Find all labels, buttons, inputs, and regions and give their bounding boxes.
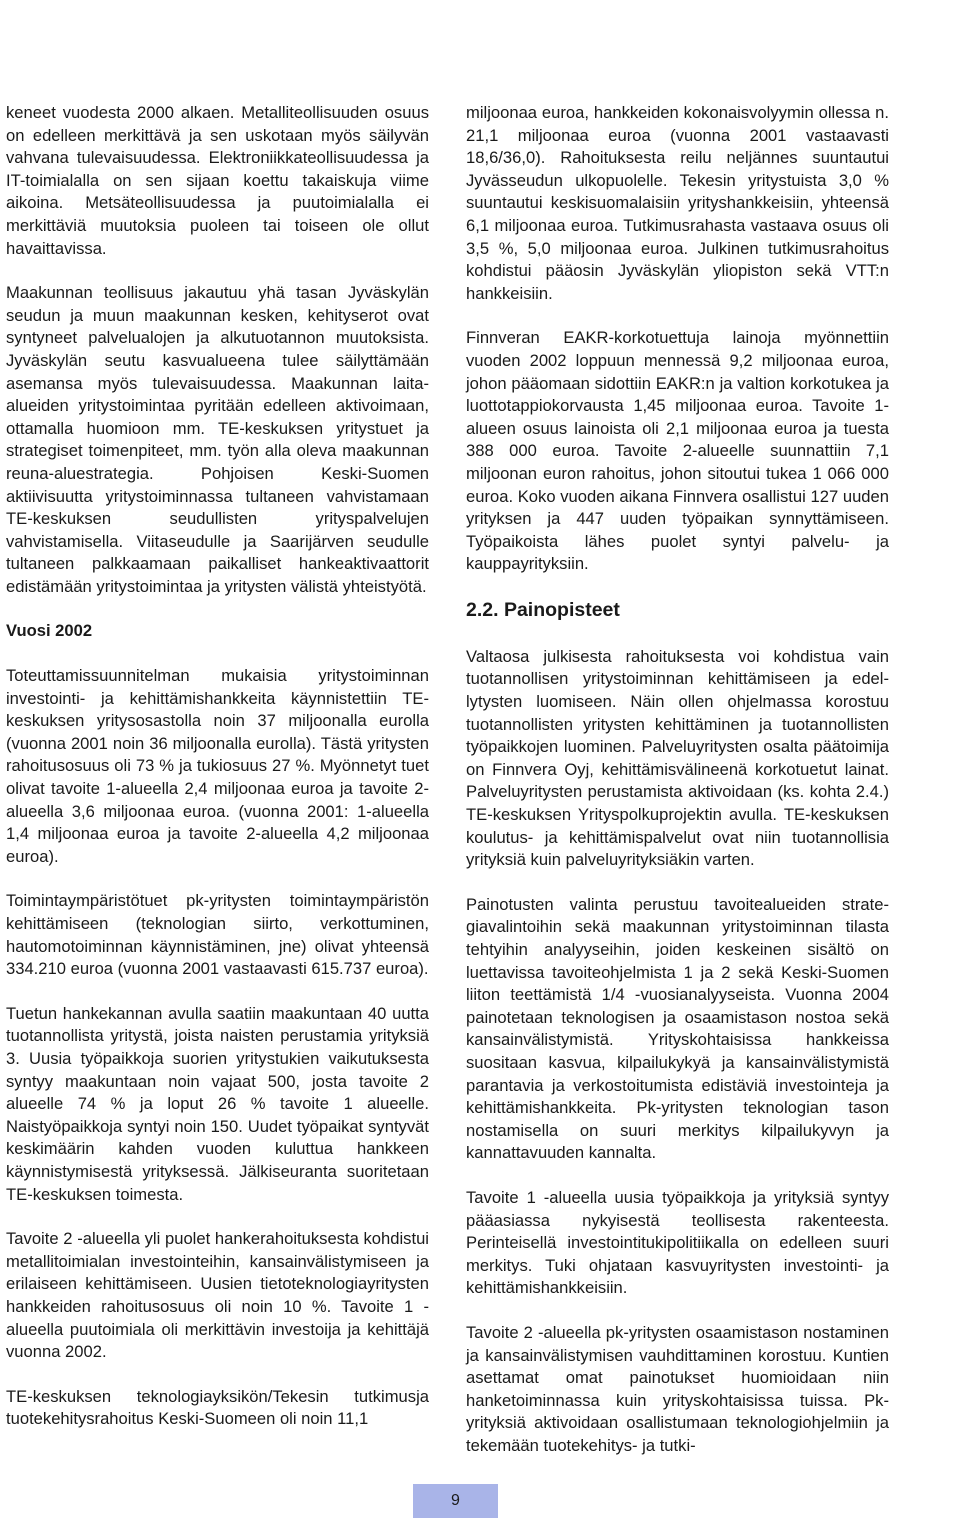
page-number-label: 9 <box>451 1492 460 1509</box>
body-paragraph: miljoonaa euroa, hankkeiden kokonaisvolyymin ollessa n. 21,1 miljoonaa euroa (vuonna 2001 vastaavasti 18,6/36,0). Rahoituksesta reilu neljännes suuntautui Jyvässeudun ulkopuolelle. Tekesin yritystuista 3,0 % suuntautui keskisuomalaisiin yrityshankkeisiin, yhteensä 6,1 miljoonaa euroa. Tutkimusrahasta vastaava osuus oli 3,5 %, 5,0 miljoonaa euroa. Julkinen tutkimusrahoitus kohdistui pääosin Jyväskylän yliopiston sekä VTT:n hankkeisiin. <box>466 103 889 303</box>
body-paragraph: Tavoite 2 -alueella yli puolet hankerahoituksesta kohdistui metallitoimialan investointeihin, kansainvälistymiseen ja erilaiseen kehittämiseen. Uusien tietoteknologiayritysten hankkeiden rahoitusosuus oli noin 10 %. Tavoite 1 -alueella puutoimiala oli merkittävin investoija ja kehittäjä vuonna 2002. <box>6 1229 429 1362</box>
subheading-vuosi-2002: Vuosi 2002 <box>6 621 93 641</box>
body-paragraph: Maakunnan teollisuus jakautuu yhä tasan Jyväskylän seudun ja muun maakunnan kesken, kehityserot ovat syntyneet palvelualojen ja alkutuotannon muutoksista. Jyväskylän seutu kasvualueena tulee säilyttämään asemansa myös tulevaisuudessa. Maakunnan laita-alueiden yritystoimintaa pyritään edelleen aktivoimaan, ottamalla huomioon mm. TE-keskuksen yritystuet ja strategiset toimenpiteet, mm. työn alla oleva maakunnan reuna-aluestrategia. Pohjoisen Keski-Suomen aktiivisuutta yritystoiminnassa tultaneen vahvistamaan TE-keskuksen seudullisten yrityspalvelujen vahvistamisella. Viitaseudulle ja Saarijärven seudulle tultaneen palkkaamaan paikalliset hankeaktivaattorit edistämään yritystoimintaa ja yritysten välistä yhteistyötä. <box>6 283 429 596</box>
body-paragraph: keneet vuodesta 2000 alkaen. Metalliteollisuuden osuus on edelleen merkittävä ja sen uskotaan myös säilyvän vahvana tulevaisuudessa. Elektroniikkateollisuudessa ja IT-toimialalla on sen sijaan koettu takaiskuja viime aikoina. Metsäteollisuudessa ja puutoimialalla ei merkittäviä muutoksia puoleen tai toiseen ole ollut havaittavissa. <box>6 103 429 258</box>
body-paragraph: Valtaosa julkisesta rahoituksesta voi kohdistua vain tuotannollisen yritystoiminnan kehittämiseen ja edellytysten luomiseen. Näin ollen ohjelmassa korostuu tuotannollisten yritysten kehittäminen ja tuotannollisten työpaikkojen luominen. Palveluyritysten osalta päätoimija on Finnvera Oyj, kehittämisvälineenä korkotuetut lainat. Palveluyritysten perustamista aktivoidaan (ks. kohta 2.4.) TE-keskuksen Yrityspolkuprojektin avulla. TE-keskuksen koulutus- ja kehittämispalvelut ovat niin tuotannollisia yrityksiä kuin palveluyrityksiäkin varten. <box>466 646 889 870</box>
right-column <box>466 102 889 1479</box>
body-paragraph: Tavoite 1 -alueella uusia työpaikkoja ja yrityksiä syntyy pääasiassa nykyisestä teollisesta rakenteesta. Perinteisellä investointitukipolitiikalla on edelleen suuri merkitys. Tuki ohjataan kasvuyritysten investointi- ja kehittämishankkeisiin. <box>466 1187 889 1298</box>
body-paragraph: Toimintaympäristötuet pk-yritysten toimintaympäristön kehittämiseen (teknologian siirto, verkottuminen, hautomotoiminnan käynnistäminen, jne) olivat yhteensä 334.210 euroa (vuonna 2001 vastaavasti 615.737 euroa). <box>6 891 429 979</box>
page-number <box>413 1484 498 1518</box>
left-column <box>6 102 429 1453</box>
body-paragraph: Painotusten valinta perustuu tavoitealueiden strategiavalintoihin sekä maakunnan yritystoiminnan tilasta tehtyihin analyyseihin, joiden keskeinen sisältö on luettavissa tavoiteohjelmista 1 ja 2 sekä Keski-Suomen liiton teettämistä 1/4 -vuosianalyyseista. Vuonna 2004 painotetaan teknologisen ja osaamistason nostoa sekä kansainvälistymistä. Yrityskohtaisissa hankkeissa suositaan kasvua, kilpailukykyä ja kansainvälistymistä parantavia ja verkostoitumista edistäviä investointeja ja kehittämishankkeita. Pk-yritysten teknologian tason nostamisella on suuri merkitys kilpailukyvyn ja kannattavuuden kannalta. <box>466 894 889 1163</box>
body-paragraph: Tavoite 2 -alueella pk-yritysten osaamistason nostaminen ja kansainvälistymisen vauhdittaminen korostuu. Kuntien asettamat omat painotukset huomioidaan niin hanketoiminnassa kuin yrityskohtaisissa tuissa. Pk-yrityksiä aktivoidaan osallistumaan teknologiohjelmiin ja tekemään tuotekehitys- ja tutki- <box>466 1322 889 1455</box>
section-heading: 2.2. Painopisteet <box>466 598 620 621</box>
body-paragraph: Tuetun hankekannan avulla saatiin maakuntaan 40 uutta tuotannollista yritystä, joista naisten perustamia yrityksiä 3. Uusia työpaikkoja suorien yritystukien vaikutuksesta syntyy maakuntaan noin vajaat 500, josta tavoite 2 alueelle 74 % ja loput 26 % tavoite 1 alueelle. Naistyöpaikkoja syntyi noin 150. Uudet työpaikat syntyvät keskimäärin kahden vuoden kuluttua hankkeen käynnistymisestä yrityksessä. Jälkiseuranta suoritetaan TE-keskuksen toimesta. <box>6 1003 429 1204</box>
body-paragraph: Toteuttamissuunnitelman mukaisia yritystoiminnan investointi- ja kehittämishankkeita käynnistettiin TE-keskuksen yritysosastolla noin 37 miljoonalla eurolla (vuonna 2001 noin 36 miljoonalla eurolla). Tästä yritysten rahoitusosuus oli 73 % ja tukiosuus 27 %. Myönnetyt tuet olivat tavoite 1-alueella 2,4 miljoonaa euroa ja tavoite 2-alueella 3,6 miljoonaa euroa. (vuonna 2001: 1-alueella 1,4 miljoonaa euroa ja tavoite 2-alueella 4,2 miljoonaa euroa). <box>6 666 429 866</box>
body-paragraph: TE-keskuksen teknologiayksikön/Tekesin tutkimusja tuotekehitysrahoitus Keski-Suomeen oli noin 11,1 <box>6 1386 429 1429</box>
body-paragraph: Finnveran EAKR-korkotuettuja lainoja myönnettiin vuoden 2002 loppuun mennessä 9,2 miljoonaa euroa, johon pääomaan sidottiin EAKR:n ja valtion korkotukea ja luottotappiokorvausta 1,45 miljoonaa euroa. Tavoite 1-alueen osuus lainoista oli 2,1 miljoonaa euroa ja tuesta 388 000 euroa. Tavoite 2-alueelle suunnattiin 7,1 miljoonan euron rahoitus, johon sitoutui tukea 1 066 000 euroa. Koko vuoden aikana Finnvera osallistui 127 uuden yrityksen ja 447 uuden työpaikan synnyttämiseen. Työpaikoista lähes puolet syntyi palvelu- ja kauppayrityksiin. <box>466 328 889 574</box>
